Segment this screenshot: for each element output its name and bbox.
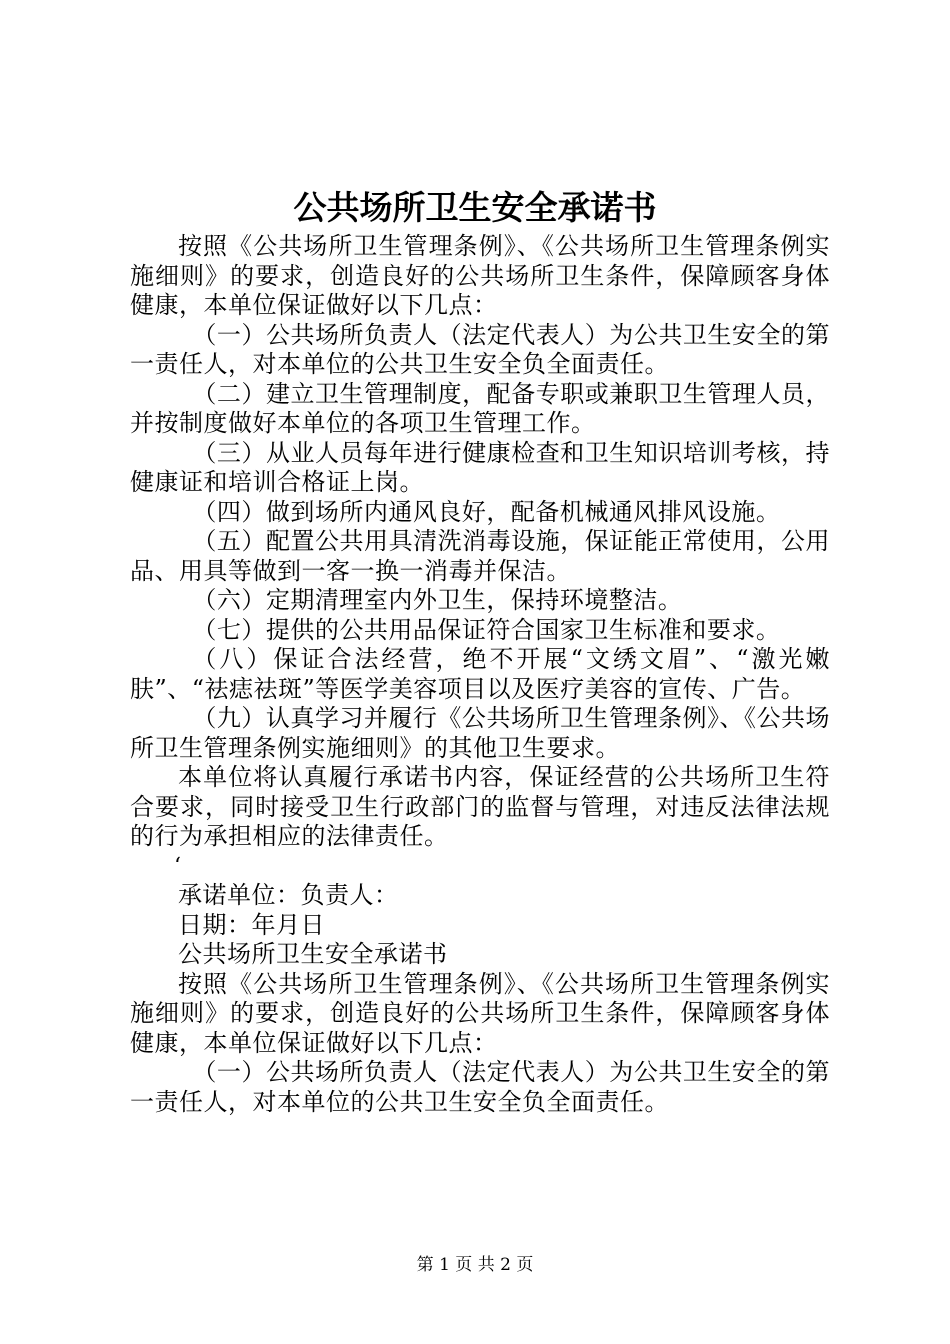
clause-3: （三）从业人员每年进行健康检查和卫生知识培训考核，持健康证和培训合格证上岗。 <box>130 438 830 496</box>
clause-1: （一）公共场所负责人（法定代表人）为公共卫生安全的第一责任人，对本单位的公共卫生安全负全面责任。 <box>130 320 830 378</box>
clause-2: （二）建立卫生管理制度，配备专职或兼职卫生管理人员，并按制度做好本单位的各项卫生管理工作。 <box>130 379 830 437</box>
clause-6: （六）定期清理室内外卫生，保持环境整洁。 <box>192 586 683 614</box>
repeat-title: 公共场所卫生安全承诺书 <box>178 940 448 968</box>
repeat-clause-1: （一）公共场所负责人（法定代表人）为公共卫生安全的第一责任人，对本单位的公共卫生安全负全面责任。 <box>130 1058 830 1116</box>
clause-7: （七）提供的公共用品保证符合国家卫生标准和要求。 <box>192 615 781 644</box>
signature-line: 承诺单位：负责人： <box>178 881 399 909</box>
repeat-intro-paragraph: 按照《公共场所卫生管理条例》、《公共场所卫生管理条例实施细则》的要求，创造良好的公共场所卫生条件，保障顾客身体健康，本单位保证做好以下几点： <box>130 969 830 1057</box>
date-line: 日期：年月日 <box>178 910 325 939</box>
clause-5: （五）配置公共用具清洗消毒设施，保证能正常使用，公用品、用具等做到一客一换一消毒并保洁。 <box>130 527 830 585</box>
clause-4: （四）做到场所内通风良好，配备机械通风排风设施。 <box>192 497 781 526</box>
document-body <box>130 232 830 1117</box>
clause-8: （八）保证合法经营，绝不开展“文绣文眉”、“激光嫩肤”、“祛痣祛斑”等医学美容项目以及医疗美容的宣传、广告。 <box>130 645 830 703</box>
clause-9: （九）认真学习并履行《公共场所卫生管理条例》、《公共场所卫生管理条例实施细则》的其他卫生要求。 <box>130 704 830 762</box>
closing-paragraph: 本单位将认真履行承诺书内容，保证经营的公共场所卫生符合要求，同时接受卫生行政部门的监督与管理，对违反法律法规的行为承担相应的法律责任。 <box>130 763 830 850</box>
document-title: 公共场所卫生安全承诺书 <box>293 188 657 227</box>
page-footer: 第 1 页 共 2 页 <box>416 1255 534 1275</box>
intro-paragraph: 按照《公共场所卫生管理条例》、《公共场所卫生管理条例实施细则》的要求，创造良好的公共场所卫生条件，保障顾客身体健康，本单位保证做好以下几点： <box>130 232 830 319</box>
stray-tick-mark: ‘ <box>174 853 182 879</box>
